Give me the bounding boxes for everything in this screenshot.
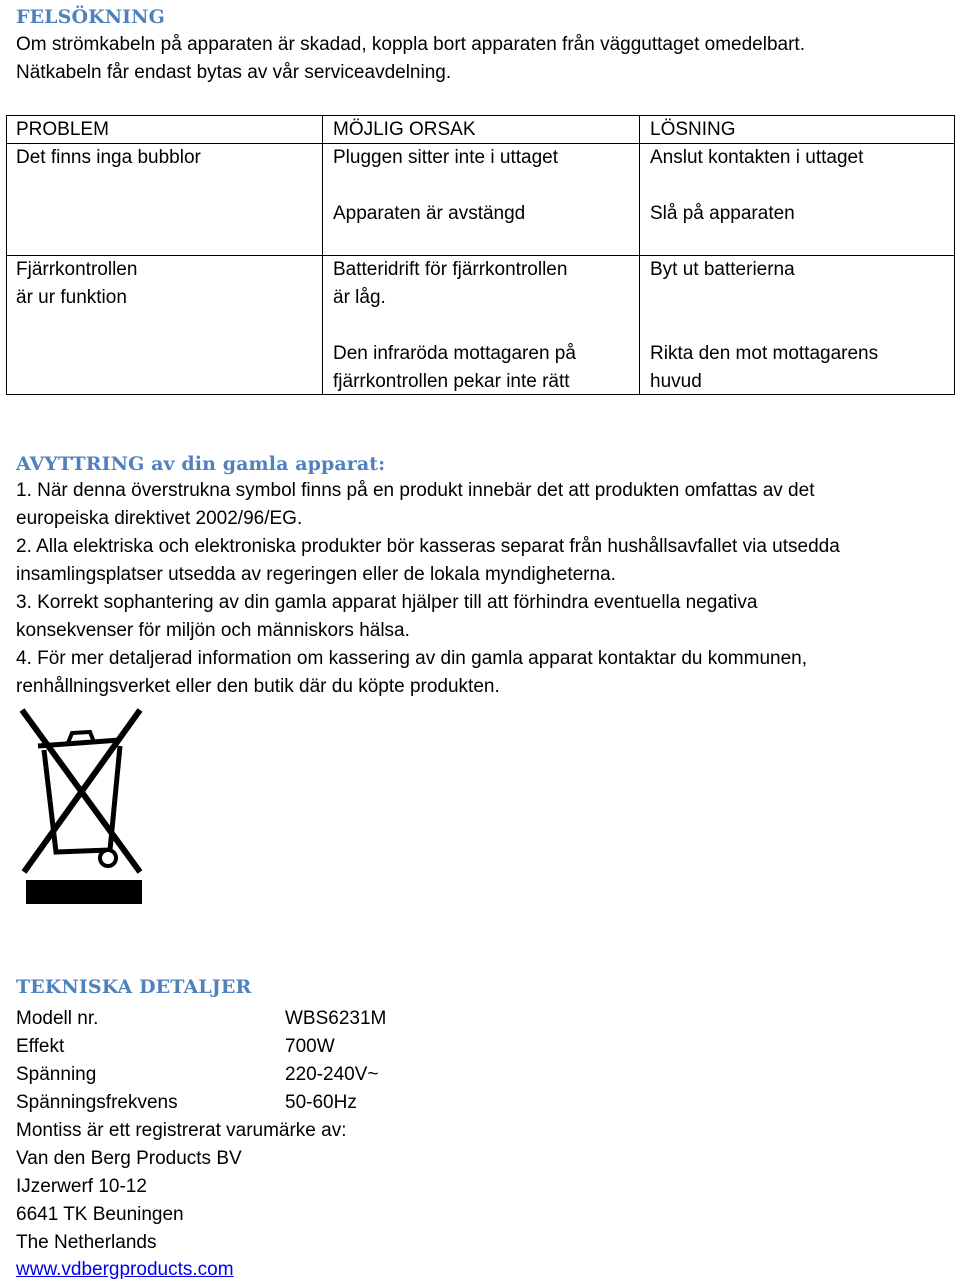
table-cell-cause: Den infraröda mottagaren på	[333, 343, 576, 364]
table-header-cause: MÖJLIG ORSAK	[333, 119, 476, 140]
table-cell-solution: Anslut kontakten i uttaget	[650, 147, 864, 168]
table-header-solution: LÖSNING	[650, 119, 736, 140]
spec-label: Modell nr.	[16, 1008, 99, 1029]
table-cell-solution: Slå på apparaten	[650, 203, 795, 224]
website-link[interactable]: www.vdbergproducts.com	[16, 1259, 234, 1280]
troubleshooting-intro-line-2: Nätkabeln får endast bytas av vår serviceavdelning.	[16, 62, 452, 83]
table-cell-cause: fjärrkontrollen pekar inte rätt	[333, 371, 570, 392]
company-country: The Netherlands	[16, 1232, 157, 1253]
disposal-heading: AVYTTRING av din gamla apparat:	[16, 453, 386, 475]
spec-label: Spänningsfrekvens	[16, 1092, 178, 1113]
disposal-line: 2. Alla elektriska och elektroniska produkter bör kasseras separat från hushållsavfallet via utsedda	[16, 536, 840, 557]
disposal-line: renhållningsverket eller den butik där du köpte produkten.	[16, 676, 500, 697]
spec-value: WBS6231M	[285, 1008, 387, 1029]
disposal-line: konsekvenser för miljön och människors hälsa.	[16, 620, 410, 641]
spec-value: 220-240V~	[285, 1064, 379, 1085]
troubleshooting-table	[6, 115, 955, 395]
trademark-note: Montiss är ett registrerat varumärke av:	[16, 1120, 347, 1141]
table-cell-cause: Apparaten är avstängd	[333, 203, 526, 224]
spec-value: 50-60Hz	[285, 1092, 357, 1113]
table-cell-problem: Fjärrkontrollen	[16, 259, 138, 280]
company-street: IJzerwerf 10-12	[16, 1176, 147, 1197]
table-cell-cause: Batteridrift för fjärrkontrollen	[333, 259, 568, 280]
company-postal: 6641 TK Beuningen	[16, 1204, 184, 1225]
spec-label: Spänning	[16, 1064, 97, 1085]
disposal-line: 1. När denna överstrukna symbol finns på en produkt innebär det att produkten omfattas av det	[16, 480, 815, 501]
technical-heading: TEKNISKA DETALJER	[16, 976, 252, 998]
spec-label: Effekt	[16, 1036, 65, 1057]
table-cell-problem: är ur funktion	[16, 287, 127, 308]
table-cell-problem: Det finns inga bubblor	[16, 147, 201, 168]
disposal-line: 3. Korrekt sophantering av din gamla apparat hjälper till att förhindra eventuella negativa	[16, 592, 758, 613]
disposal-line: europeiska direktivet 2002/96/EG.	[16, 508, 303, 529]
troubleshooting-intro-line-1: Om strömkabeln på apparaten är skadad, koppla bort apparaten från vägguttaget omedelbart.	[16, 34, 805, 55]
table-cell-solution: huvud	[650, 371, 702, 392]
table-cell-cause: är låg.	[333, 287, 386, 308]
company-name: Van den Berg Products BV	[16, 1148, 242, 1169]
table-cell-solution: Rikta den mot mottagarens	[650, 343, 879, 364]
troubleshooting-heading: FELSÖKNING	[16, 6, 165, 28]
table-cell-solution: Byt ut batterierna	[650, 259, 795, 280]
spec-value: 700W	[285, 1036, 335, 1057]
table-header-problem: PROBLEM	[16, 119, 109, 140]
disposal-line: 4. För mer detaljerad information om kassering av din gamla apparat kontaktar du kommunen,	[16, 648, 808, 669]
crossed-out-wheelie-bin-icon	[16, 700, 148, 920]
disposal-line: insamlingsplatser utsedda av regeringen eller de lokala myndigheterna.	[16, 564, 616, 585]
table-cell-cause: Pluggen sitter inte i uttaget	[333, 147, 558, 168]
